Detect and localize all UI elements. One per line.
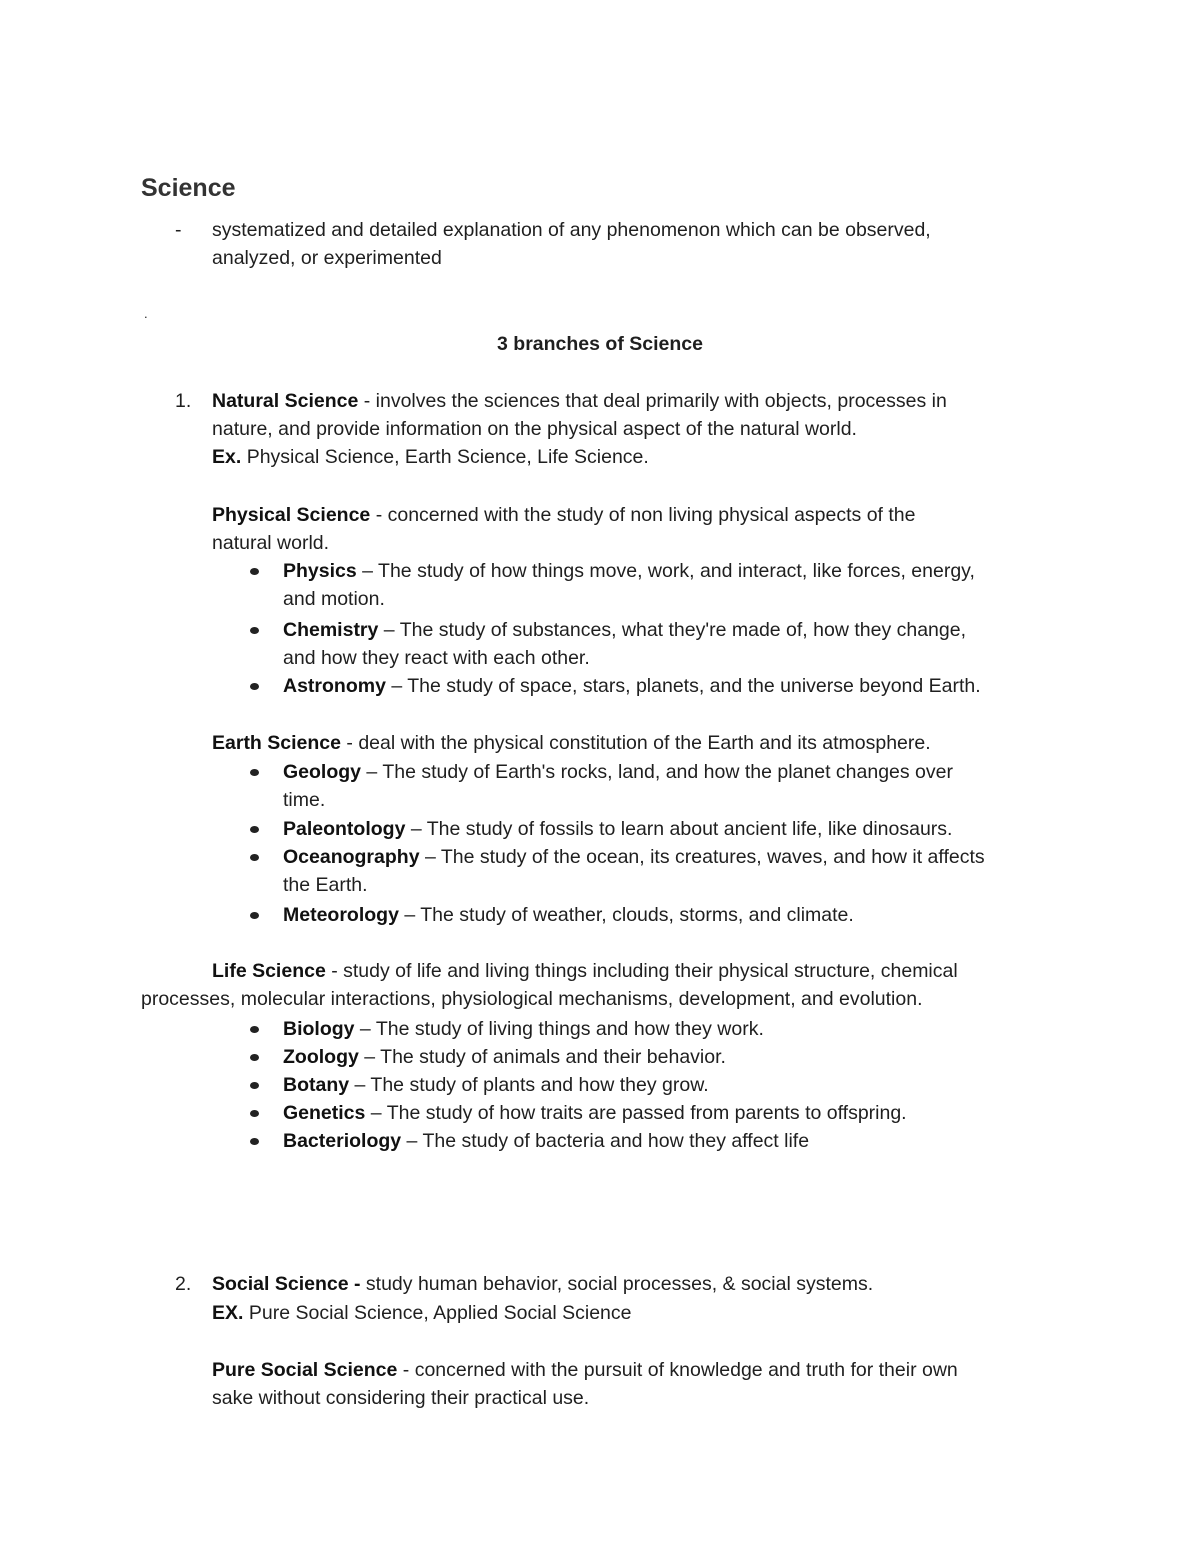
list-item: [283, 1127, 809, 1155]
definition-line: analyzed, or experimented: [212, 247, 442, 269]
term-label: Biology: [283, 1018, 355, 1040]
description-text: and how they react with each other.: [283, 647, 590, 669]
list-number: 1.: [175, 390, 192, 412]
bullet-icon: [250, 627, 259, 634]
term-label: Earth Science: [212, 732, 341, 754]
life-science-definition: [212, 957, 958, 985]
list-item: [283, 1015, 764, 1043]
description-text: - study of life and living things including their physical structure, chemical: [325, 960, 958, 982]
term-label: Botany: [283, 1074, 350, 1096]
term-label: Physical Science: [212, 504, 371, 526]
description-text: – The study of how traits are passed from parents to offspring.: [365, 1102, 907, 1124]
term-label: Zoology: [283, 1046, 359, 1068]
bullet-icon: [250, 1082, 259, 1089]
example-text: Pure Social Science, Applied Social Science: [243, 1302, 632, 1324]
example-label: EX.: [212, 1302, 244, 1324]
term-label: Meteorology: [283, 904, 399, 926]
list-item: [283, 815, 952, 843]
term-label: Bacteriology: [283, 1130, 402, 1152]
bullet-icon: [250, 912, 259, 919]
bullet-icon: [250, 769, 259, 776]
description-text: – The study of animals and their behavior.: [358, 1046, 726, 1068]
description-text: – The study of fossils to learn about ancient life, like dinosaurs.: [405, 818, 953, 840]
definition-line: systematized and detailed explanation of any phenomenon which can be observed,: [212, 219, 931, 241]
description-text: – The study of substances, what they're made of, how they change,: [378, 619, 967, 641]
stray-dot: .: [144, 306, 148, 321]
description-text: – The study of Earth's rocks, land, and how the planet changes over: [361, 761, 953, 783]
description-text: sake without considering their practical use.: [212, 1387, 590, 1409]
term-label: Astronomy: [283, 675, 386, 697]
description-text: processes, molecular interactions, physiological mechanisms, development, and evolution.: [141, 988, 923, 1010]
description-text: study human behavior, social processes, & social systems.: [360, 1273, 874, 1295]
list-item: [283, 616, 966, 644]
bullet-icon: [250, 1054, 259, 1061]
branches-heading: 3 branches of Science: [497, 333, 703, 355]
social-science-definition: [212, 1270, 873, 1298]
bullet-icon: [250, 683, 259, 690]
example-label: Ex.: [212, 446, 242, 468]
description-text: - concerned with the pursuit of knowledge and truth for their own: [397, 1359, 958, 1381]
description-text: - involves the sciences that deal primarily with objects, processes in: [358, 390, 947, 412]
natural-science-definition: [212, 387, 947, 415]
description-text: natural world.: [212, 532, 330, 554]
list-item: [283, 1043, 726, 1071]
bullet-icon: [250, 1138, 259, 1145]
description-text: nature, and provide information on the physical aspect of the natural world.: [212, 418, 857, 440]
natural-science-examples: [212, 443, 649, 471]
description-text: - deal with the physical constitution of the Earth and its atmosphere.: [340, 732, 931, 754]
bullet-icon: [250, 1110, 259, 1117]
term-label: Life Science: [212, 960, 326, 982]
description-text: – The study of the ocean, its creatures, waves, and how it affects: [419, 846, 985, 868]
list-item: [283, 843, 985, 871]
bullet-icon: [250, 1026, 259, 1033]
physical-science-definition: [212, 501, 916, 529]
earth-science-definition: [212, 729, 931, 757]
list-item: [283, 758, 953, 786]
description-text: – The study of living things and how they work.: [354, 1018, 764, 1040]
description-text: – The study of weather, clouds, storms, and climate.: [398, 904, 854, 926]
definition-dash: -: [175, 219, 182, 241]
description-text: – The study of space, stars, planets, and the universe beyond Earth.: [385, 675, 981, 697]
term-label: Physics: [283, 560, 357, 582]
term-label: Geology: [283, 761, 362, 783]
description-text: time.: [283, 789, 326, 811]
description-text: and motion.: [283, 588, 385, 610]
pure-social-science-definition: [212, 1356, 958, 1384]
term-label: Natural Science: [212, 390, 359, 412]
description-text: the Earth.: [283, 874, 368, 896]
description-text: – The study of how things move, work, and interact, like forces, energy,: [356, 560, 975, 582]
list-item: [283, 557, 975, 585]
example-text: Physical Science, Earth Science, Life Science.: [241, 446, 649, 468]
description-text: – The study of bacteria and how they affect life: [401, 1130, 810, 1152]
term-label: Oceanography: [283, 846, 420, 868]
list-item: [283, 1071, 709, 1099]
bullet-icon: [250, 854, 259, 861]
page-title: Science: [141, 174, 236, 202]
bullet-icon: [250, 826, 259, 833]
term-label: Pure Social Science: [212, 1359, 398, 1381]
term-label: Chemistry: [283, 619, 379, 641]
list-number: 2.: [175, 1273, 192, 1295]
term-label: Social Science -: [212, 1273, 361, 1295]
description-text: – The study of plants and how they grow.: [349, 1074, 709, 1096]
list-item: [283, 901, 854, 929]
bullet-icon: [250, 568, 259, 575]
term-label: Paleontology: [283, 818, 406, 840]
list-item: [283, 1099, 907, 1127]
list-item: [283, 672, 981, 700]
social-science-examples: [212, 1299, 632, 1327]
term-label: Genetics: [283, 1102, 366, 1124]
description-text: - concerned with the study of non living physical aspects of the: [370, 504, 916, 526]
